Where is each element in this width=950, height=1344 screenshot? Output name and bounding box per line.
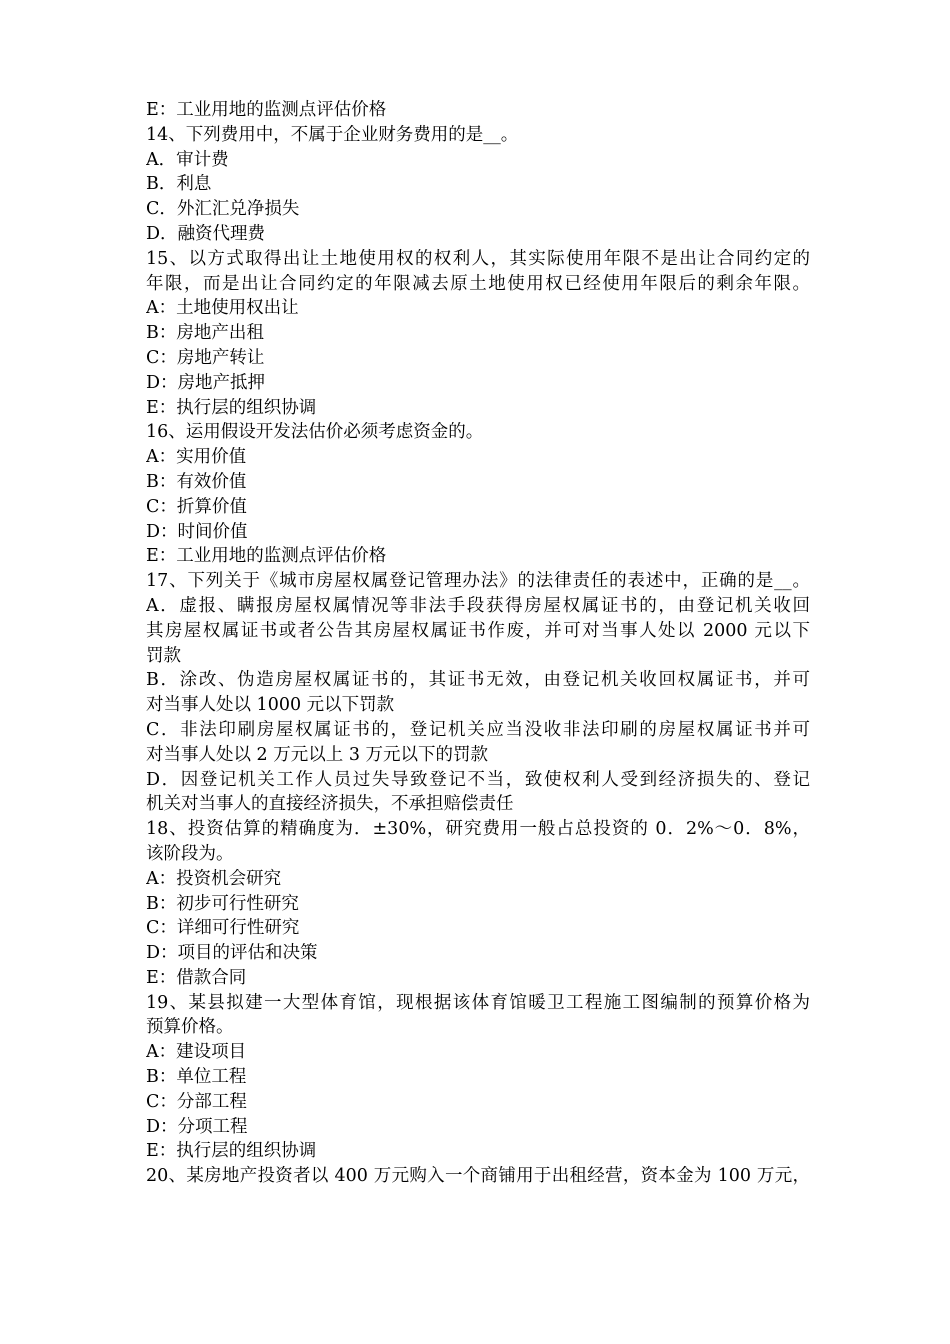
question-15-cont: 年限，而是出让合同约定的年限减去原土地使用权已经使用年限后的剩余年限。 [146, 273, 810, 294]
option-line: D．因登记机关工作人员过失导致登记不当，致使权利人受到经济损失的、登记 [146, 769, 810, 790]
option-line-cont: 机关对当事人的直接经济损失，不承担赔偿责任 [146, 794, 514, 815]
option-line: C：详细可行性研究 [146, 918, 300, 939]
question-14: 14、下列费用中，不属于企业财务费用的是__。 [146, 124, 519, 145]
option-line: E：借款合同 [146, 967, 247, 988]
question-19: 19、某县拟建一大型体育馆，现根据该体育馆暖卫工程施工图编制的预算价格为 [146, 992, 810, 1013]
option-line: D：时间价值 [146, 521, 248, 542]
option-line: E：执行层的组织协调 [146, 397, 317, 418]
option-line: C：分部工程 [146, 1091, 247, 1112]
option-line: A．虚报、瞒报房屋权属情况等非法手段获得房屋权属证书的，由登记机关收回 [146, 595, 810, 616]
option-line: E：执行层的组织协调 [146, 1141, 317, 1162]
question-17: 17、下列关于《城市房屋权属登记管理办法》的法律责任的表述中，正确的是__。 [146, 571, 810, 592]
option-line: D：分项工程 [146, 1116, 248, 1137]
option-line-cont: 对当事人处以 2 万元以上 3 万元以下的罚款 [146, 744, 489, 765]
option-line: C．非法印刷房屋权属证书的，登记机关应当没收非法印刷的房屋权属证书并可 [146, 719, 810, 740]
option-line: A：土地使用权出让 [146, 298, 299, 319]
option-line-cont: 其房屋权属证书或者公告其房屋权属证书作废，并可对当事人处以 2000 元以下 [146, 620, 810, 641]
option-line: B．利息 [146, 174, 212, 195]
option-line-cont: 罚款 [146, 645, 181, 666]
option-line-cont: 对当事人处以 1000 元以下罚款 [146, 695, 395, 716]
question-18-cont: 该阶段为。 [146, 843, 234, 864]
option-line: B．涂改、伪造房屋权属证书的，其证书无效，由登记机关收回权属证书，并可 [146, 670, 810, 691]
option-line: B：房地产出租 [146, 323, 264, 344]
document-body [146, 98, 810, 1189]
option-line: A．审计费 [146, 149, 229, 170]
option-line: B：单位工程 [146, 1067, 247, 1088]
question-16: 16、运用假设开发法估价必须考虑资金的。 [146, 422, 484, 443]
option-line: D：房地产抵押 [146, 372, 266, 393]
option-line: A：实用价值 [146, 447, 247, 468]
option-line: E：工业用地的监测点评估价格 [146, 100, 387, 120]
option-line: C：折算价值 [146, 496, 247, 517]
option-line: B：有效价值 [146, 471, 247, 492]
question-20: 20、某房地产投资者以 400 万元购入一个商铺用于出租经营，资本金为 100 万元， [146, 1166, 810, 1187]
option-line: D．融资代理费 [146, 223, 266, 244]
option-line: A：建设项目 [146, 1042, 247, 1063]
option-line: A：投资机会研究 [146, 868, 282, 889]
option-line: D：项目的评估和决策 [146, 943, 318, 964]
option-line: E：工业用地的监测点评估价格 [146, 546, 387, 567]
option-line: C．外汇汇兑净损失 [146, 199, 300, 220]
question-15: 15、以方式取得出让土地使用权的权利人，其实际使用年限不是出让合同约定的 [146, 248, 810, 269]
option-line: C：房地产转让 [146, 347, 265, 368]
question-19-cont: 预算价格。 [146, 1017, 234, 1038]
question-18: 18、投资估算的精确度为．±30%，研究费用一般占总投资的 0．2%～0．8%， [146, 819, 810, 840]
option-line: B：初步可行性研究 [146, 893, 299, 914]
